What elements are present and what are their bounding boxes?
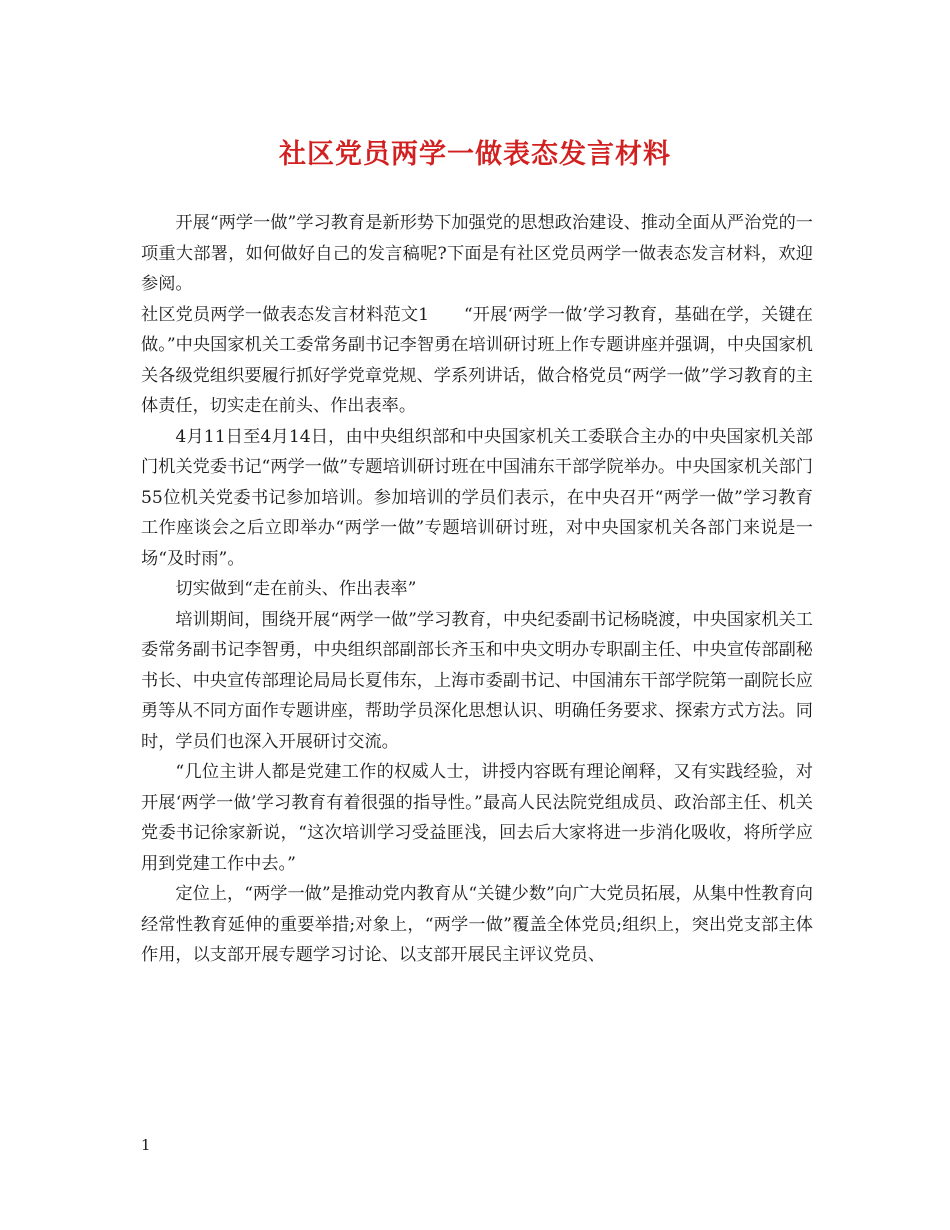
document-title: 社区党员两学一做表态发言材料 [279, 139, 671, 170]
paragraph: “几位主讲人都是党建工作的权威人士，讲授内容既有理论阐释，又有实践经验，对开展‘两学一做’学习教育有着很强的指导性。”最高人民法院党组成员、政治部主任、机关党委书记徐家新说，“这次培训学习受益匪浅，回去后大家将进一步消化吸收，将所学应用到党建工作中去。” [141, 762, 813, 874]
paragraph: 4月11日至4月14日，由中央组织部和中央国家机关工委联合主办的中央国家机关部门机关党委书记“两学一做”专题培训研讨班在中国浦东干部学院举办。中央国家机关部门55位机关党委书记参加培训。参加培训的学员们表示，在中央召开“两学一做”学习教育工作座谈会之后立即举办“两学一做”专题培训研讨班，对中央国家机关各部门来说是一场“及时雨”。 [141, 426, 813, 569]
paragraph: 定位上，“两学一做”是推动党内教育从“关键少数”向广大党员拓展，从集中性教育向经常性教育延伸的重要举措;对象上，“两学一做”覆盖全体党员;组织上，突出党支部主体作用，以支部开展专题学习讨论、以支部开展民主评议党员、 [141, 884, 813, 965]
paragraph: 开展“两学一做”学习教育是新形势下加强党的思想政治建设、推动全面从严治党的一项重大部署，如何做好自己的发言稿呢?下面是有社区党员两学一做表态发言材料，欢迎参阅。 [141, 213, 813, 294]
page-number: 1 [141, 1136, 151, 1154]
paragraph: 社区党员两学一做表态发言材料范文1 “开展‘两学一做’学习教育，基础在学，关键在做。”中央国家机关工委常务副书记李智勇在培训研讨班上作专题讲座并强调，中央国家机关各级党组织要履行抓好学党章党规、学系列讲话，做合格党员“两学一做”学习教育的主体责任，切实走在前头、作出表率。 [141, 304, 813, 416]
document-body [141, 208, 813, 971]
paragraph: 培训期间，围绕开展“两学一做”学习教育，中央纪委副书记杨晓渡，中央国家机关工委常务副书记李智勇，中央组织部副部长齐玉和中央文明办专职副主任、中央宣传部副秘书长、中央宣传部理论局局长夏伟东，上海市委副书记、中国浦东干部学院第一副院长应勇等从不同方面作专题讲座，帮助学员深化思想认识、明确任务要求、探索方式方法。同时，学员们也深入开展研讨交流。 [141, 609, 813, 752]
paragraph: 切实做到“走在前头、作出表率” [175, 579, 417, 599]
